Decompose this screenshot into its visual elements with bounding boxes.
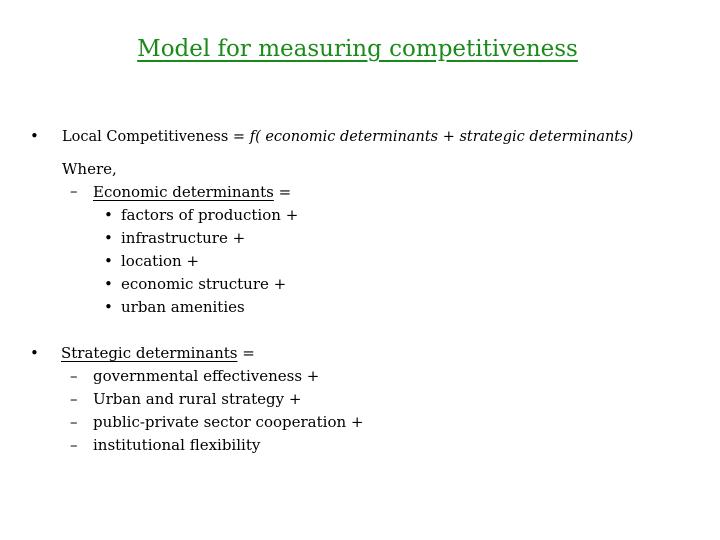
strategic-determinants-label: Strategic determinants <box>61 344 238 362</box>
strategic-determinants-heading <box>61 343 255 363</box>
bullet-icon: • <box>104 298 113 316</box>
economic-determinants-label: Economic determinants <box>93 183 274 201</box>
slide-title: Model for measuring competitiveness <box>137 36 578 62</box>
formula-function: f <box>249 129 256 145</box>
dash-icon: – <box>70 413 78 431</box>
strategic-item: public-private sector cooperation + <box>93 413 364 431</box>
bullet-icon: • <box>30 127 39 145</box>
strategic-item: institutional flexibility <box>93 436 261 454</box>
formula-arguments: ( economic determinants + strategic determinants) <box>255 129 634 145</box>
bullet-icon: • <box>104 229 113 247</box>
economic-item: location + <box>121 252 200 270</box>
economic-item: urban amenities <box>121 298 245 316</box>
strategic-item: Urban and rural strategy + <box>93 390 302 408</box>
bullet-icon: • <box>104 252 113 270</box>
strategic-determinants-equals: = <box>237 344 255 362</box>
economic-item: infrastructure + <box>121 229 246 247</box>
strategic-item: governmental effectiveness + <box>93 367 320 385</box>
dash-icon: – <box>70 367 78 385</box>
bullet-icon: • <box>104 206 113 224</box>
economic-item: economic structure + <box>121 275 287 293</box>
bullet-icon: • <box>30 344 39 362</box>
economic-determinants-heading <box>93 182 291 202</box>
economic-item: factors of production + <box>121 206 299 224</box>
dash-icon: – <box>70 182 78 200</box>
bullet-icon: • <box>104 275 113 293</box>
local-competitiveness-label: Local Competitiveness = <box>62 129 250 145</box>
dash-icon: – <box>70 436 78 454</box>
dash-icon: – <box>70 390 78 408</box>
economic-determinants-equals: = <box>273 183 292 201</box>
where-text: Where, <box>62 160 117 178</box>
local-competitiveness-line <box>62 127 633 147</box>
